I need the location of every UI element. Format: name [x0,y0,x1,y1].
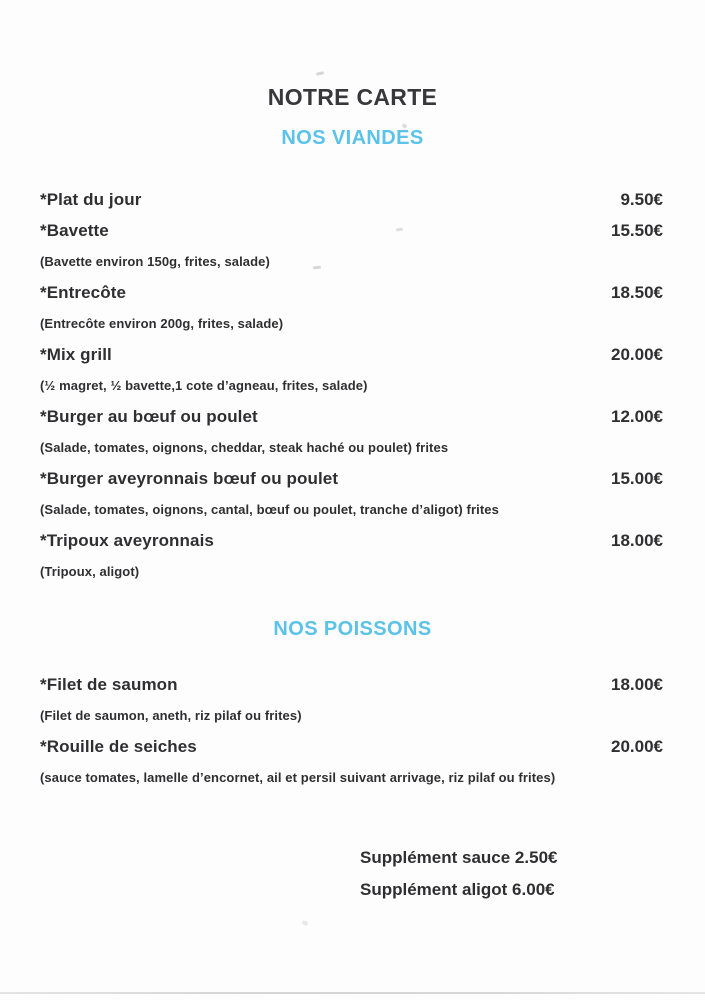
item-name: *Tripoux aveyronnais [40,531,214,550]
item-description: (Filet de saumon, aneth, riz pilaf ou frites) [40,708,302,723]
item-name: *Plat du jour [40,190,142,209]
item-price: 9.50€ [620,190,663,209]
menu-item-burger-aveyronnais [0,470,705,488]
item-name: *Filet de saumon [40,675,178,694]
menu-item-entrecote [0,284,705,302]
item-name: *Rouille de seiches [40,737,197,756]
item-description: (Salade, tomates, oignons, cantal, bœuf ou poulet, tranche d’aligot) frites [40,502,499,517]
item-name: *Burger au bœuf ou poulet [40,407,258,426]
item-description: (Tripoux, aligot) [40,564,140,579]
supplement-sauce: Supplément sauce 2.50€ [360,848,558,867]
item-description: (Entrecôte environ 200g, frites, salade) [40,316,284,331]
item-name: *Burger aveyronnais bœuf ou poulet [40,469,339,488]
item-price: 15.50€ [611,221,663,240]
item-name: *Bavette [40,221,109,240]
supplement-aligot: Supplément aligot 6.00€ [360,880,555,899]
menu-item-plat-du-jour [0,191,705,209]
scan-speck [301,920,308,926]
scan-edge-line [0,992,705,994]
menu-item-tripoux [0,532,705,550]
item-price: 12.00€ [611,407,663,426]
menu-item-mix-grill [0,346,705,364]
item-name: *Entrecôte [40,283,127,302]
section-heading-viandes: NOS VIANDES [281,127,424,149]
item-description: (Salade, tomates, oignons, cheddar, steak haché ou poulet) frites [40,440,449,455]
item-price: 20.00€ [611,737,663,756]
menu-item-bavette [0,222,705,240]
section-heading-poissons: NOS POISSONS [273,618,432,640]
menu-item-filet-saumon [0,676,705,694]
supplements-block [0,848,705,900]
item-price: 15.00€ [611,469,663,488]
poissons-item-list [0,676,705,787]
item-description: (sauce tomates, lamelle d’encornet, ail et persil suivant arrivage, riz pilaf ou frites) [40,770,556,785]
item-price: 18.50€ [611,283,663,302]
item-description: (½ magret, ½ bavette,1 cote d’agneau, frites, salade) [40,378,368,393]
menu-item-burger-boeuf-poulet [0,408,705,426]
viandes-item-list [0,191,705,581]
item-price: 18.00€ [611,531,663,550]
item-price: 20.00€ [611,345,663,364]
page-title: NOTRE CARTE [267,84,438,110]
item-description: (Bavette environ 150g, frites, salade) [40,254,270,269]
menu-item-rouille-seiches [0,738,705,756]
item-name: *Mix grill [40,345,112,364]
item-price: 18.00€ [611,675,663,694]
